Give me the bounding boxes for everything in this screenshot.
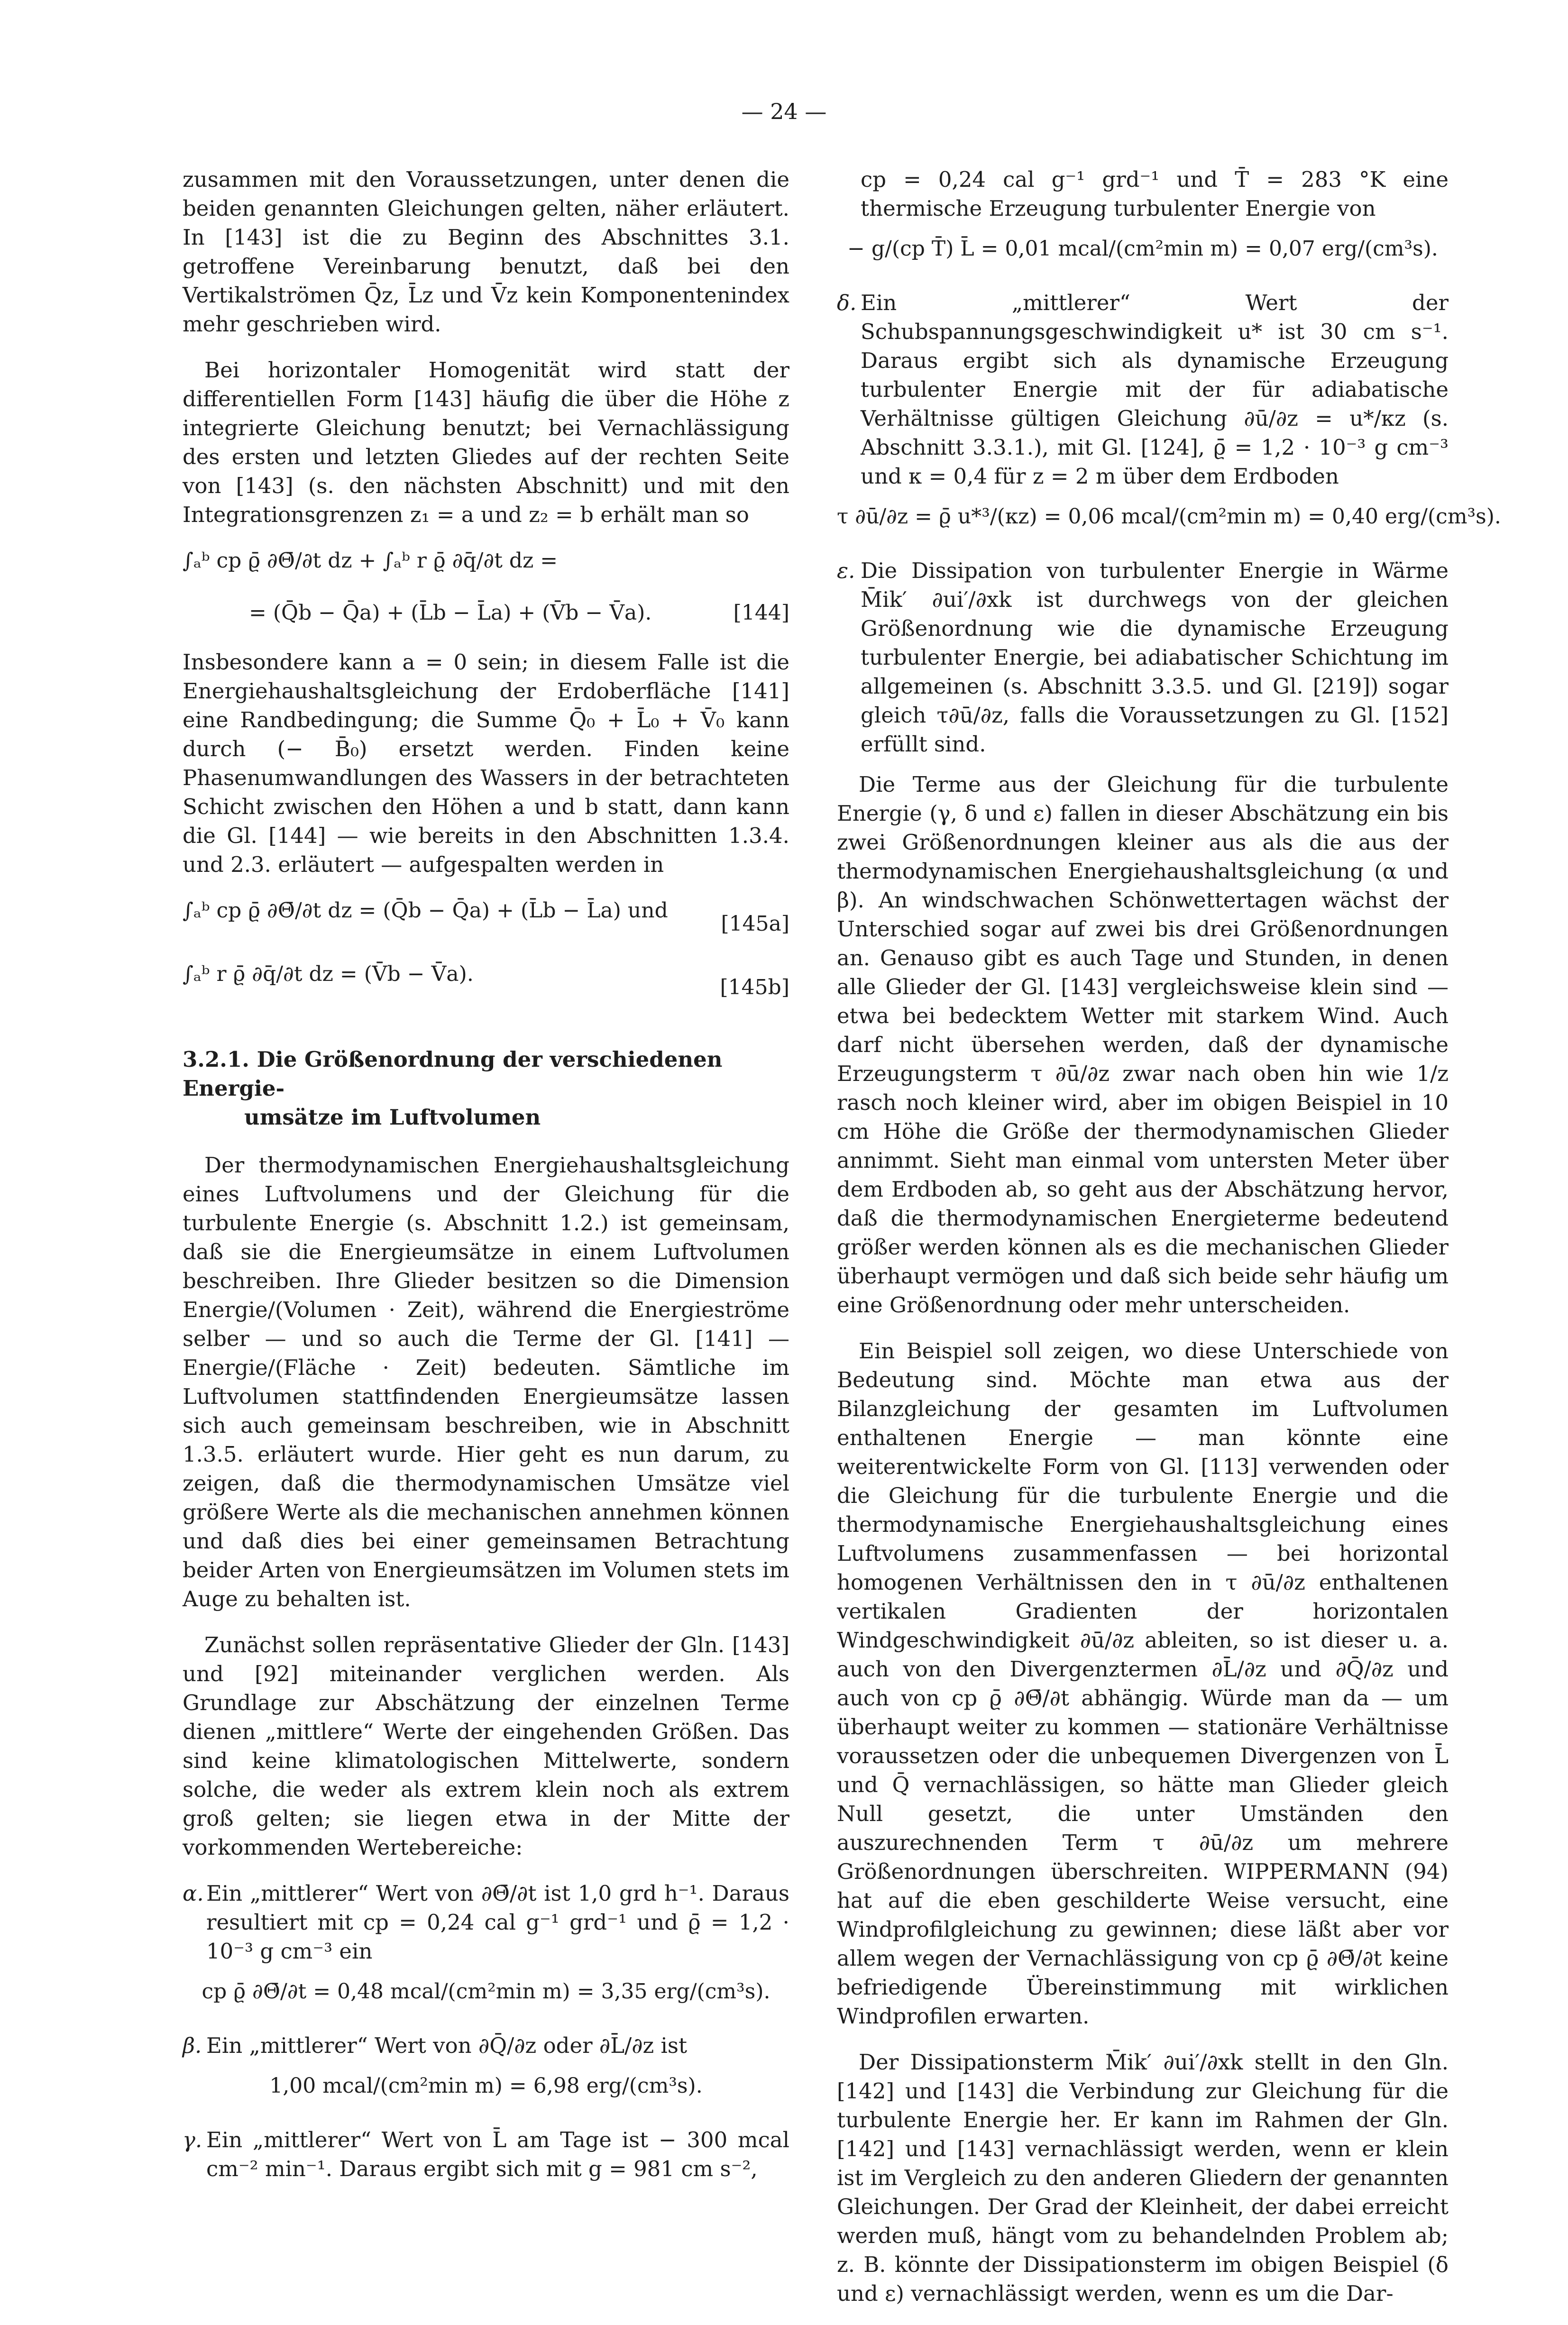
equation-gamma-body: − g/(cp T̄) L̄ = 0,01 mcal/(cm²min m) = 0,07 erg/(cm³s). (847, 237, 1438, 261)
paragraph: Insbesondere kann a = 0 sein; in diesem Falle ist die Energiehaushaltsgleichung der Erdoberfläche [141] eine Randbedingung; die Summe Q̄₀ + L̄₀ + V̄₀ kann durch (− B̄₀) ersetzt werden. Finden keine Phasenumwandlungen des Wassers in der betrachteten Schicht zwischen den Höhen a und b statt, dann kann die Gl. [144] — wie bereits in den Abschnitten 1.3.4. und 2.3. erläutert — aufgespalten werden in (183, 650, 789, 877)
list-item-gamma (183, 2125, 789, 2183)
list-text: Ein „mittlerer“ Wert von ∂Q̄/∂z oder ∂L̄/∂z ist (206, 2033, 688, 2058)
list-item-delta (837, 288, 1449, 491)
equation-delta-body: τ ∂ū/∂z = ϱ̄ u*³/(κz) = 0,06 mcal/(cm²min m) = 0,40 erg/(cm³s). (837, 504, 1501, 529)
equation-number: [145b] (720, 975, 789, 999)
list-marker: δ. (837, 290, 857, 315)
list-item-alpha (183, 1879, 789, 1966)
list-text: Ein „mittlerer“ Wert von ∂Θ̄/∂t ist 1,0 grd h⁻¹. Daraus resultiert mit cp = 0,24 cal g⁻¹ grd⁻¹ und ϱ̄ = 1,2 · 10⁻³ g cm⁻³ ein (206, 1881, 789, 1964)
equation-number: [145a] (721, 912, 789, 936)
paragraph: Ein Beispiel soll zeigen, wo diese Unterschiede von Bedeutung sind. Möchte man etwa aus der Bilanzgleichung der gesamten im Luftvolumen enthaltenen Energie — man könnte eine weiterentwickelte Form von Gl. [113] verwenden oder die Gleichung für die turbulente Energie und die thermodynamische Energiehaushaltsgleichung eines Luftvolumens zusammenfassen — bei horizontal homogenen Verhältnissen den in τ ∂ū/∂z enthaltenen vertikalen Gradienten der horizontalen Windgeschwindigkeit ∂ū/∂z ableiten, so ist dieser u. a. auch von den Divergenztermen ∂L̄/∂z und ∂Q̄/∂z und auch von cp ϱ̄ ∂Θ̄/∂t abhängig. Würde man da — um überhaupt weiter zu kommen — stationäre Verhältnisse voraussetzen oder die unbequemen Divergenzen von L̄ und Q̄ vernachlässigen, so hätte man Glieder gleich Null gesetzt, die unter Umständen den auszurechnenden Term τ ∂ū/∂z um mehrere Größenordnungen überschreiten. WIPPERMANN (94) hat auf die eben geschilderte Weise versucht, eine Windprofilgleichung zu gewinnen; diese läßt aber vor allem wegen der Vernachlässigung von cp ϱ̄ ∂Θ̄/∂t keine befriedigende Übereinstimmung mit wirklichen Windprofilen erwarten. (837, 1338, 1449, 2029)
equation-144 (183, 546, 789, 636)
paragraph: Bei horizontaler Homogenität wird statt der differentiellen Form [143] häufig die über die Höhe z integrierte Gleichung benutzt; bei Vernachlässigung des ersten und letzten Gliedes auf der rechten Seite von [143] (s. den nächsten Abschnitt) und mit den Integrationsgrenzen z₁ = a und z₂ = b erhält man so (183, 357, 789, 527)
paragraph: zusammen mit den Voraussetzungen, unter denen die beiden genannten Gleichungen gelten, näher erläutert. In [143] ist die zu Beginn des Abschnittes 3.1. getroffene Vereinbarung benutzt, daß bei den Vertikalströmen Q̄z, L̄z und V̄z kein Komponentenindex mehr geschrieben wird. (183, 167, 789, 337)
list-text: cp = 0,24 cal g⁻¹ grd⁻¹ und T̄ = 283 °K eine thermische Erzeugung turbulenter Energie von (861, 167, 1449, 221)
equation-number: [144] (733, 601, 789, 625)
list-item-epsilon (837, 556, 1449, 759)
list-marker: β. (183, 2033, 202, 2058)
equation-beta-body: 1,00 mcal/(cm²min m) = 6,98 erg/(cm³s). (269, 2074, 703, 2098)
equation-gamma (837, 234, 1449, 277)
list-marker: ε. (837, 558, 855, 583)
list-item-gamma-continued (837, 165, 1449, 223)
page-number: — 24 — (741, 99, 827, 124)
equation-144-top: ∫ₐᵇ cp ϱ̄ ∂Θ̄/∂t dz + ∫ₐᵇ r ϱ̄ ∂q̄/∂t dz = (183, 549, 558, 573)
equation-145b (183, 960, 789, 1012)
list-text: Ein „mittlerer“ Wert von L̄ am Tage ist − 300 mcal cm⁻² min⁻¹. Daraus ergibt sich mit g = 981 cm s⁻², (206, 2127, 789, 2181)
list-marker: α. (183, 1881, 204, 1906)
section-heading (183, 1045, 789, 1132)
paragraph: Der thermodynamischen Energiehaushaltsgleichung eines Luftvolumens und der Gleichung für die turbulente Energie (s. Abschnitt 1.2.) ist gemeinsam, daß sie die Energieumsätze in einem Luftvolumen beschreiben. Ihre Glieder besitzen so die Dimension Energie/(Volumen · Zeit), während die Energieströme selber — und so auch die Terme der Gl. [141] — Energie/(Fläche · Zeit) bedeuten. Sämtliche im Luftvolumen stattfindenden Energieumsätze lassen sich auch gemeinsam beschreiben, wie in Abschnitt 1.3.5. erläutert wurde. Hier geht es nun darum, zu zeigen, daß die thermodynamischen Umsätze viel größere Werte als die mechanischen annehmen können und daß dies bei einer gemeinsamen Betrachtung beider Arten von Energieumsätzen im Volumen stets im Auge zu behalten ist. (183, 1153, 789, 1611)
equation-beta (183, 2071, 789, 2114)
right-column (837, 165, 1501, 2325)
equation-alpha (183, 1977, 789, 2020)
equation-145b-body: ∫ₐᵇ r ϱ̄ ∂q̄/∂t dz = (V̄b − V̄a). (183, 962, 474, 986)
equation-145a-body: ∫ₐᵇ cp ϱ̄ ∂Θ̄/∂t dz = (Q̄b − Q̄a) + (L̄b − L̄a) und (183, 898, 668, 923)
section-heading-line2: umsätze im Luftvolumen (244, 1105, 541, 1130)
paragraph: Der Dissipationsterm M̄ik′ ∂ui′/∂xk stellt in den Gln. [142] und [143] die Verbindung zur Gleichung für die turbulente Energie her. Er kann im Rahmen der Gln. [142] und [143] vernachlässigt werden, wenn er klein ist im Vergleich zu den anderen Gliedern der genannten Gleichungen. Der Grad der Kleinheit, der dabei erreicht werden muß, hängt vom zu behandelnden Problem ab; z. B. könnte der Dissipationsterm im obigen Beispiel (δ und ε) vernachlässigt werden, wenn es um die Dar- (837, 2050, 1449, 2306)
section-heading-line1: 3.2.1. Die Größenordnung der verschiedenen Energie- (183, 1047, 723, 1101)
list-text: Die Dissipation von turbulenter Energie in Wärme M̄ik′ ∂ui′/∂xk ist durchwegs von der gleichen Größenordnung wie die dynamische Erzeugung turbulenter Energie, bei adiabatischer Schichtung im allgemeinen (s. Abschnitt 3.3.5. und Gl. [219]) sogar gleich τ∂ū/∂z, falls die Voraussetzungen zu Gl. [152] erfüllt sind. (861, 558, 1449, 757)
list-text: Ein „mittlerer“ Wert der Schubspannungsgeschwindigkeit u* ist 30 cm s⁻¹. Daraus ergibt sich als dynamische Erzeugung turbulenter Energie mit der für adiabatische Verhältnisse gültigen Gleichung ∂ū/∂z = u*/κz (s. Abschnitt 3.3.1.), mit Gl. [124], ϱ̄ = 1,2 · 10⁻³ g cm⁻³ und κ = 0,4 für z = 2 m über dem Erdboden (861, 290, 1449, 489)
list-marker: γ. (183, 2127, 202, 2152)
equation-alpha-body: cp ϱ̄ ∂Θ̄/∂t = 0,48 mcal/(cm²min m) = 3,35 erg/(cm³s). (202, 1979, 770, 2004)
paragraph: Die Terme aus der Gleichung für die turbulente Energie (γ, δ und ε) fallen in dieser Abschätzung ein bis zwei Größenordnungen kleiner aus als die aus der thermodynamischen Energiehaushaltsgleichung (α und β). An windschwachen Schönwettertagen wächst der Unterschied sogar auf zwei bis drei Größenordnungen an. Genauso gibt es auch Tage und Stunden, in denen alle Glieder der Gl. [143] vergleichsweise klein sind — etwa bei bedecktem Wetter mit starkem Wind. Auch darf nicht übersehen werden, daß der dynamische Erzeugungsterm τ ∂ū/∂z zwar nach oben hin wie 1/z rasch noch kleiner wird, aber im obigen Beispiel in 10 cm Höhe die Größe der thermodynamischen Glieder annimmt. Sieht man einmal vom untersten Meter über dem Erdboden ab, so geht aus der Abschätzung hervor, daß die thermodynamischen Energieterme bedeutend größer werden können als es die mechanischen Glieder überhaupt vermögen und daß sich beide sehr häufig um eine Größenordnung oder mehr unterscheiden. (837, 772, 1449, 1318)
left-column (183, 165, 789, 2195)
equation-delta (837, 502, 1501, 545)
equation-145a (183, 896, 789, 948)
list-item-beta (183, 2031, 789, 2060)
equation-144-bottom: = (Q̄b − Q̄a) + (L̄b − L̄a) + (V̄b − V̄a). (249, 601, 652, 625)
paragraph: Zunächst sollen repräsentative Glieder der Gln. [143] und [92] miteinander verglichen werden. Als Grundlage zur Abschätzung der einzelnen Terme dienen „mittlere“ Werte der eingehenden Größen. Das sind keine klimatologischen Mittelwerte, sondern solche, die weder als extrem klein noch als extrem groß gelten; sie liegen etwa in der Mitte der vorkommenden Wertebereiche: (183, 1632, 789, 1860)
